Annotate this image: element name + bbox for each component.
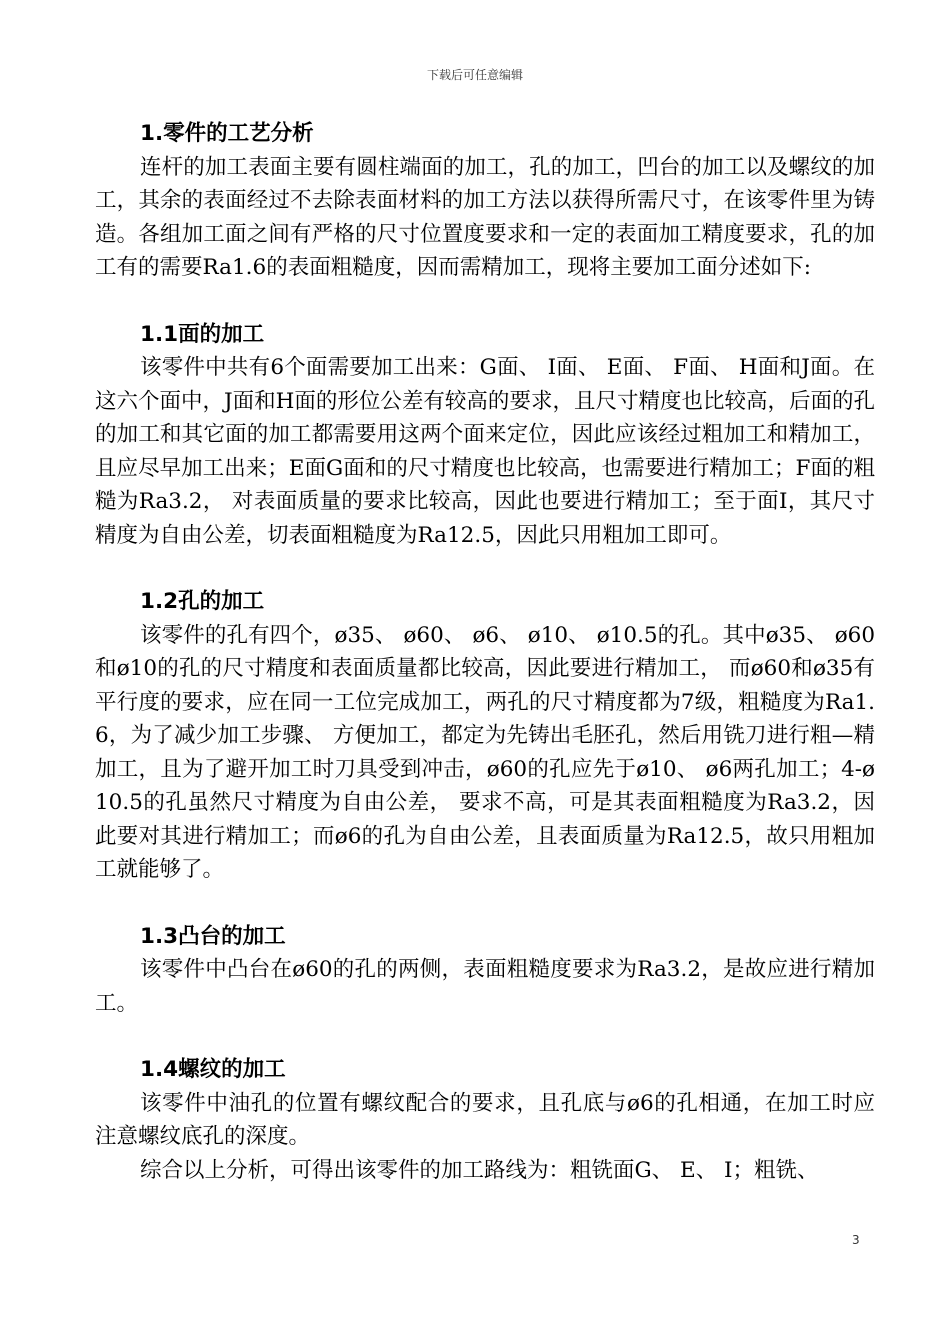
section-title: 1.零件的工艺分析 — [140, 121, 314, 146]
section-title: 1.2孔的加工 — [140, 589, 265, 614]
section-paragraph: 连杆的加工表面主要有圆柱端面的加工，孔的加工，凹台的加工以及螺纹的加工，其余的表面经过不去除表面材料的加工方法以获得所需尺寸，在该零件里为铸造。各组加工面之间有严格的尺寸位置度要求和一定的表面加工精度要求，孔的加工有的需要Ra1.6的表面粗糙度，因而需精加工，现将主要加工面分述如下: — [95, 154, 875, 280]
section-paragraph: 该零件中油孔的位置有螺纹配合的要求，且孔底与ø6的孔相通，在加工时应注意螺纹底孔的深度。 — [95, 1090, 875, 1149]
section-title: 1.3凸台的加工 — [140, 923, 286, 949]
section-paragraph: 综合以上分析，可得出该零件的加工路线为：粗铣面G、 E、 I；粗铣、 — [140, 1157, 819, 1183]
section-title: 1.4螺纹的加工 — [140, 1057, 286, 1082]
section-paragraph: 该零件中共有6个面需要加工出来：G面、 I面、 E面、 F面、 H面和J面。在这六个面中，J面和H面的形位公差有较高的要求，且尺寸精度也比较高，后面的孔的加工和其它面的加工都需要用这两个面来定位，因此应该经过粗加工和精加工，且应尽早加工出来；E面G面和的尺寸精度也比较高，也需要进行精加工；F面的粗糙为Ra3.2， 对表面质量的要求比较高，因此也要进行精加工；至于面I，其尺寸精度为自由公差，切表面粗糙度为Ra12.5，因此只用粗加工即可。 — [95, 355, 875, 548]
page-header: 下载后可任意编辑 — [426, 68, 523, 82]
section-title: 1.1面的加工 — [140, 321, 265, 347]
section-paragraph: 该零件的孔有四个，ø35、 ø60、 ø6、 ø10、 ø10.5的孔。其中ø35、 ø60和ø10的孔的尺寸精度和表面质量都比较高，因此要进行精加工， 而ø60和ø35有平行度的要求，应在同一工位完成加工，两孔的尺寸精度都为7级，粗糙度为Ra1.6，为了减少加工步骤、 方便加工，都定为先铸出毛胚孔，然后用铣刀进行粗—精加工，且为了避开加工时刀具受到冲击，ø60的孔应先于ø10、 ø6两孔加工；4-ø10.5的孔虽然尺寸精度为自由公差， 要求不高，可是其表面粗糙度为Ra3.2，因此要对其进行精加工；而ø6的孔为自由公差，且表面质量为Ra12.5，故只用粗加工就能够了。 — [95, 622, 875, 882]
section-paragraph: 该零件中凸台在ø60的孔的两侧，表面粗糙度要求为Ra3.2，是故应进行精加工。 — [95, 957, 875, 1016]
page-number: 3 — [852, 1233, 860, 1247]
document-body — [95, 117, 875, 1187]
